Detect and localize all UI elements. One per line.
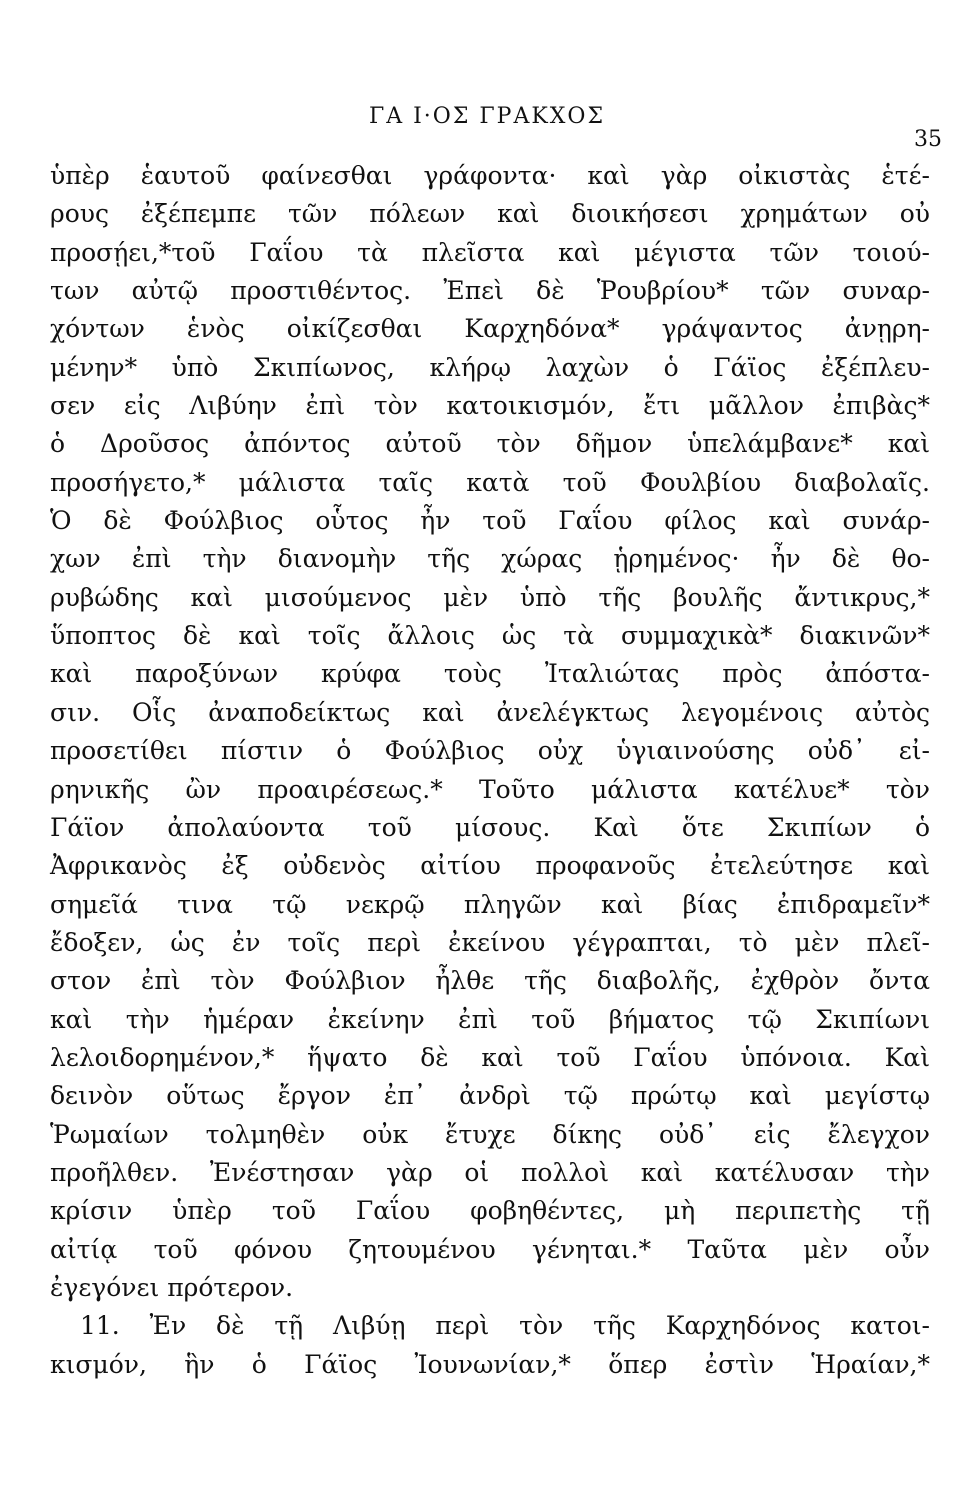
text-line: ἐγεγόνει πρότερον. bbox=[50, 1272, 294, 1302]
running-title: ΓΑ Ι·ΟΣ ΓΡΑΚΧΟΣ bbox=[368, 104, 606, 129]
text-line: ρους ἐξέπεμπε τῶν πόλεων καὶ διοικήσεσι χρημάτων οὐ bbox=[50, 199, 930, 229]
text-line: ὁ Δροῦσος ἀπόντος αὐτοῦ τὸν δῆμον ὑπελάμβανε* καὶ bbox=[50, 429, 930, 459]
text-line: στον ἐπὶ τὸν Φούλβιον ἦλθε τῆς διαβολῆς, ἐχθρὸν ὄντα bbox=[50, 966, 930, 996]
text-line: Ἀφρικανὸς ἐξ οὐδενὸς αἰτίου προφανοῦς ἐτελεύτησε καὶ bbox=[50, 851, 930, 881]
text-line: προσετίθει πίστιν ὁ Φούλβιος οὐχ ὑγιαινούσης οὐδ᾽ εἰ- bbox=[50, 736, 930, 766]
text-line: δεινὸν οὕτως ἔργον ἐπ᾽ ἀνδρὶ τῷ πρώτῳ καὶ μεγίστῳ bbox=[50, 1081, 930, 1111]
text-line: ὑπὲρ ἑαυτοῦ φαίνεσθαι γράφοντα· καὶ γὰρ οἰκιστὰς ἑτέ- bbox=[50, 161, 930, 190]
text-line: των αὐτῷ προστιθέντος. Ἐπεὶ δὲ Ῥουβρίου* τῶν συναρ- bbox=[50, 276, 930, 306]
text-line: προῆλθεν. Ἐνέστησαν γὰρ οἱ πολλοὶ καὶ κατέλυσαν τὴν bbox=[50, 1157, 930, 1187]
section-start-line: 11. Ἐν δὲ τῇ Λιβύῃ περὶ τὸν τῆς Καρχηδόνος κατοι- bbox=[80, 1311, 930, 1341]
page-number: 35 bbox=[914, 127, 942, 152]
text-line: κισμόν, ἣν ὁ Γάϊος Ἰουνωνίαν,* ὅπερ ἐστὶν Ἡραίαν,* bbox=[50, 1349, 930, 1379]
text-line: σιν. Οἷς ἀναποδείκτως καὶ ἀνελέγκτως λεγομένοις αὐτὸς bbox=[50, 697, 930, 727]
text-line: ρυβώδης καὶ μισούμενος μὲν ὑπὸ τῆς βουλῆς ἄντικρυς,* bbox=[50, 582, 930, 612]
text-line: προσῄει,*τοῦ Γαΐου τὰ πλεῖστα καὶ μέγιστα τῶν τοιού- bbox=[50, 237, 930, 267]
text-line: χόντων ἑνὸς οἰκίζεσθαι Καρχηδόνα* γράψαντος ἀνῃρη- bbox=[50, 314, 930, 344]
text-line: ρηνικῆς ὢν προαιρέσεως.* Τοῦτο μάλιστα κατέλυε* τὸν bbox=[50, 774, 930, 804]
text-line: καὶ παροξύνων κρύφα τοὺς Ἰταλιώτας πρὸς ἀπόστα- bbox=[50, 659, 930, 689]
text-line: Ὁ δὲ Φούλβιος οὗτος ἦν τοῦ Γαΐου φίλος καὶ συνάρ- bbox=[50, 506, 930, 536]
text-line: ἔδοξεν, ὡς ἐν τοῖς περὶ ἐκείνου γέγραπται, τὸ μὲν πλεῖ- bbox=[50, 927, 930, 957]
text-line: σημεῖά τινα τῷ νεκρῷ πληγῶν καὶ βίας ἐπιδραμεῖν* bbox=[50, 889, 930, 919]
text-line: κρίσιν ὑπὲρ τοῦ Γαΐου φοβηθέντες, μὴ περιπετὴς τῇ bbox=[50, 1196, 930, 1226]
text-line: ὕποπτος δὲ καὶ τοῖς ἄλλοις ὡς τὰ συμμαχικὰ* διακινῶν* bbox=[50, 621, 930, 651]
body-text bbox=[50, 157, 930, 1384]
text-line: καὶ τὴν ἡμέραν ἐκείνην ἐπὶ τοῦ βήματος τῷ Σκιπίωνι bbox=[50, 1004, 930, 1034]
text-line: αἰτίᾳ τοῦ φόνου ζητουμένου γένηται.* Ταῦτα μὲν οὖν bbox=[50, 1234, 930, 1264]
text-line: προσήγετο,* μάλιστα ταῖς κατὰ τοῦ Φουλβίου διαβολαῖς. bbox=[50, 467, 930, 497]
text-line: χων ἐπὶ τὴν διανομὴν τῆς χώρας ᾑρημένος· ἦν δὲ θο- bbox=[50, 544, 930, 574]
text-line: μένην* ὑπὸ Σκιπίωνος, κλήρῳ λαχὼν ὁ Γάϊος ἐξέπλευ- bbox=[50, 352, 930, 382]
text-line: σεν εἰς Λιβύην ἐπὶ τὸν κατοικισμόν, ἔτι μᾶλλον ἐπιβὰς* bbox=[50, 391, 930, 421]
text-line: λελοιδορημένον,* ἥψατο δὲ καὶ τοῦ Γαΐου ὑπόνοια. Καὶ bbox=[50, 1042, 930, 1072]
text-line: Γάϊον ἀπολαύοντα τοῦ μίσους. Καὶ ὅτε Σκιπίων ὁ bbox=[50, 812, 930, 842]
text-line: Ῥωμαίων τολμηθὲν οὐκ ἔτυχε δίκης οὐδ᾽ εἰς ἔλεγχον bbox=[50, 1119, 930, 1149]
